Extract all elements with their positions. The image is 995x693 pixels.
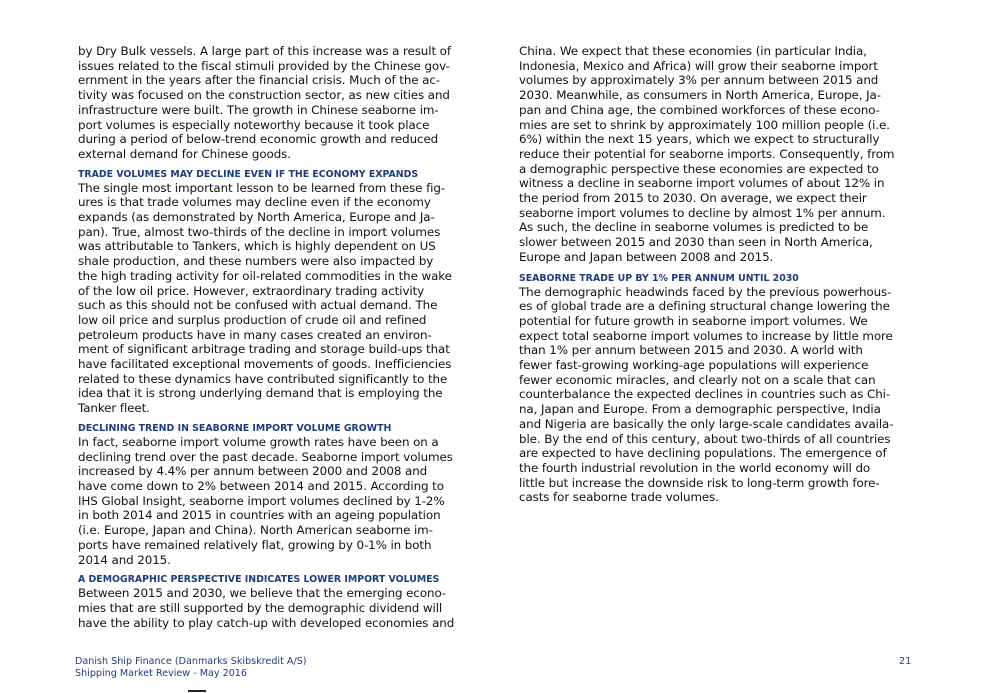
section-heading-demographic-perspective: A DEMOGRAPHIC PERSPECTIVE INDICATES LOWER IMPORT VOLUMES	[78, 574, 440, 586]
section-heading-seaborne-trade: SEABORNE TRADE UP BY 1% PER ANNUM UNTIL 2030	[519, 272, 799, 284]
footer-publisher: Danish Ship Finance (Danmarks Skibskredit A/S)	[75, 656, 307, 667]
section-heading-declining-trend: DECLINING TREND IN SEABORNE IMPORT VOLUME GROWTH	[78, 422, 392, 434]
left-paragraph-3: In fact, seaborne import volume growth rates have been on a declining trend over the past decade. Seaborne import volumes increased by 4.4% per annum between 2000 and 2008 and have come down to 2% between 2014 and 2015. According to IHS Global Insight, seaborne import volumes declined by 1-2% in both 2014 and 2015 in countries with an ageing population (i.e. Europe, Japan and China). North American seaborne im- ports have remained relatively flat, growing by 0-1% in both 2014 and 2015.	[78, 434, 453, 567]
left-paragraph-1: by Dry Bulk vessels. A large part of this increase was a result of issues related to the fiscal stimuli provided by the Chinese gov- ernment in the years after the financial crisis. Much of the ac- tivity was focused on the construction sector, as new cities and infrastructure were built. The growth in Chinese seaborne im- port volumes is especially noteworthy because it took place during a period of below-trend economic growth and reduced external demand for Chinese goods.	[78, 44, 451, 161]
right-paragraph-2: The demographic headwinds faced by the previous powerhous- es of global trade are a defining structural change lowering the potential for future growth in seaborne import volumes. We expect total seaborne import volumes to increase by little more than 1% per annum between 2015 and 2030. A world with fewer fast-growing working-age populations will experience fewer economic miracles, and clearly not on a scale that can counterbalance the expected declines in countries such as Chi- na, Japan and Europe. From a demographic perspective, India and Nigeria are basically the only large-scale candidates availa- ble. By the end of this century, about two-thirds of all countries are expected to have declining populations. The emergence of the fourth industrial revolution in the world economy will do little but increase the downside risk to long-term growth fore- casts for seaborne trade volumes.	[519, 284, 894, 505]
section-heading-trade-volumes: TRADE VOLUMES MAY DECLINE EVEN IF THE ECONOMY EXPANDS	[78, 168, 419, 180]
right-column	[519, 44, 908, 505]
left-paragraph-2: The single most important lesson to be learned from these fig- ures is that trade volumes may decline even if the economy expands (as demonstrated by North America, Europe and Ja- pan). True, almost two-thirds of the decline in import volumes was attributable to Tankers, which is highly dependent on US shale production, and these numbers were also impacted by the high trading activity for oil-related commodities in the wake of the low oil price. However, extraordinary trading activity such as this should not be confused with actual demand. The low oil price and surplus production of crude oil and refined petroleum products have in many cases created an environ- ment of significant arbitrage trading and storage build-ups that have facilitated exceptional movements of goods. Inefficiencies related to these dynamics have contributed significantly to the idea that it is strong underlying demand that is employing the Tanker fleet.	[78, 180, 452, 416]
left-paragraph-4: Between 2015 and 2030, we believe that the emerging econo- mies that are still supported by the demographic dividend will have the ability to play catch-up with developed economies and	[78, 586, 455, 630]
footer-publication: Shipping Market Review - May 2016	[75, 668, 248, 679]
page-bottom-mark	[188, 690, 206, 692]
left-column	[78, 44, 467, 630]
right-paragraph-1: China. We expect that these economies (in particular India, Indonesia, Mexico and Africa) will grow their seaborne import volumes by approximately 3% per annum between 2015 and 2030. Meanwhile, as consumers in North America, Europe, Ja- pan and China age, the combined workforces of these econo- mies are set to shrink by approximately 100 million people (i.e. 6%) within the next 15 years, which we expect to structurally reduce their potential for seaborne imports. Consequently, from a demographic perspective these economies are expected to witness a decline in seaborne import volumes of about 12% in the period from 2015 to 2030. On average, we expect their seaborne import volumes to decline by almost 1% per annum. As such, the decline in seaborne volumes is predicted to be slower between 2015 and 2030 than seen in North America, Europe and Japan between 2008 and 2015.	[519, 44, 895, 264]
page-footer	[75, 656, 307, 680]
page-number: 21	[899, 656, 912, 667]
